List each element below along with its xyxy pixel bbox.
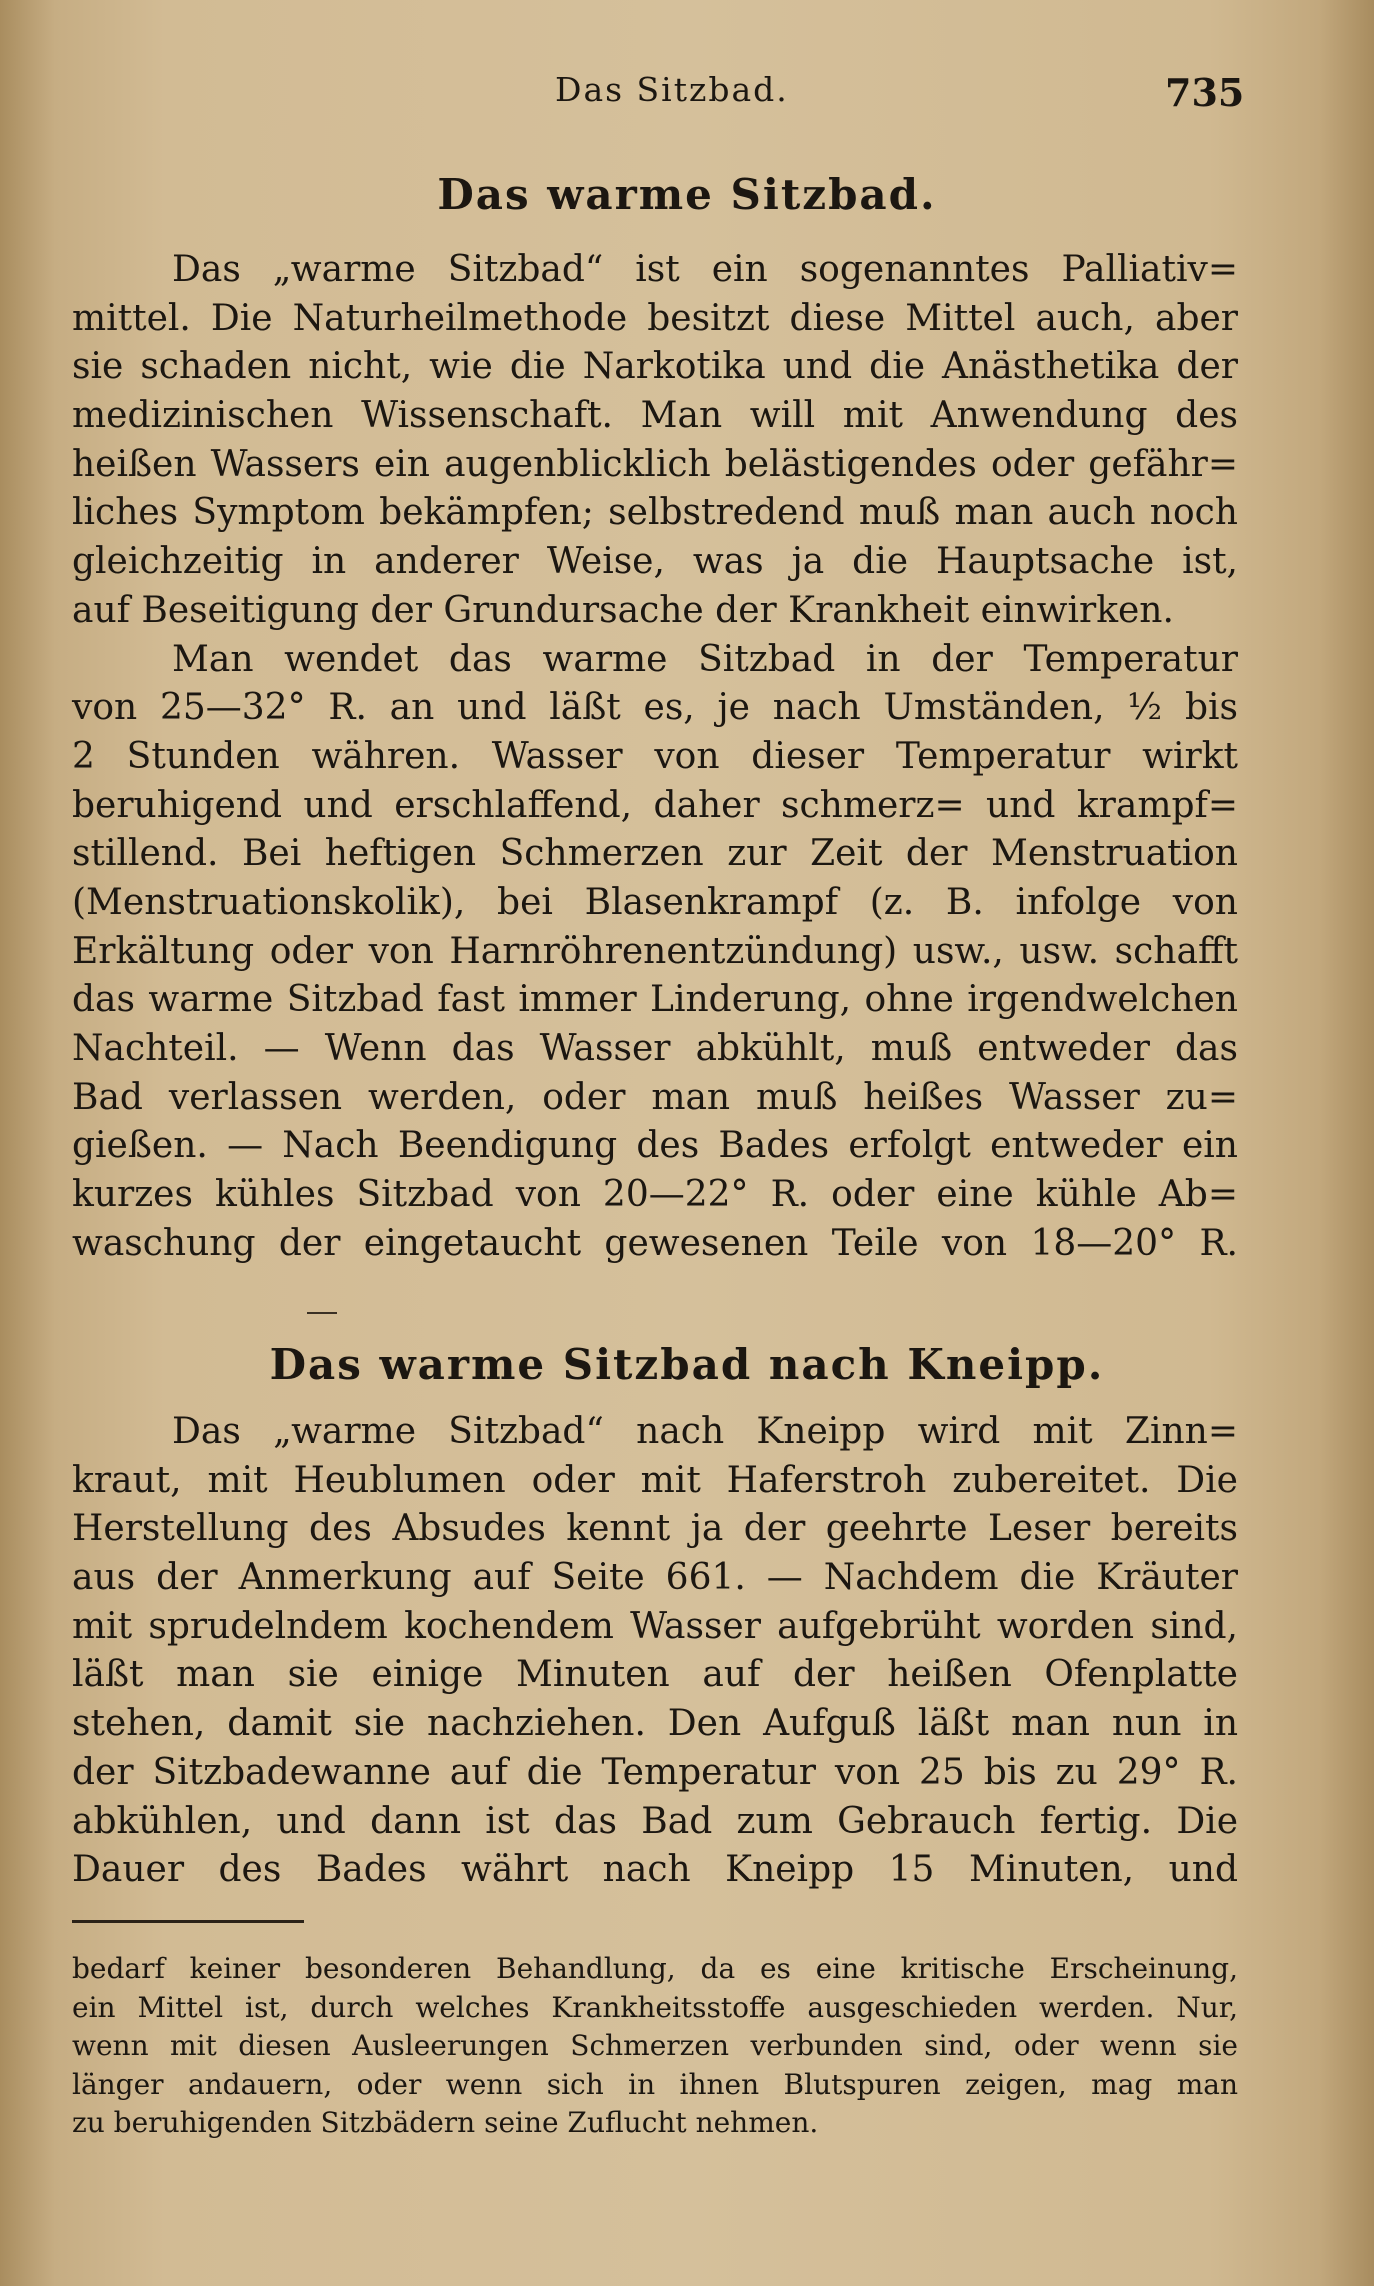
text-line: von 25—32° R. an und läßt es, je nach Umständen, ½ bis <box>72 687 1238 729</box>
text-line: waschung der eingetaucht gewesenen Teile von 18—20° R. <box>72 1222 1238 1264</box>
text-line: gießen. — Nach Beendigung des Bades erfolgt entweder ein <box>72 1125 1238 1167</box>
text-line: das warme Sitzbad fast immer Linderung, ohne irgendwelchen <box>72 979 1238 1021</box>
text-line: heißen Wassers ein augenblicklich belästigendes oder gefähr= <box>72 443 1238 485</box>
text-line: läßt man sie einige Minuten auf der heißen Ofenplatte <box>72 1654 1238 1696</box>
text-line: sie schaden nicht, wie die Narkotika und die Anästhetika der <box>72 346 1238 388</box>
text-line: 2 Stunden währen. Wasser von dieser Temperatur wirkt <box>72 735 1238 777</box>
text-line: liches Symptom bekämpfen; selbstredend muß man auch noch <box>72 492 1238 534</box>
text-line: Das „warme Sitzbad“ nach Kneipp wird mit Zinn= <box>172 1411 1238 1452</box>
text-line: mit sprudelndem kochendem Wasser aufgebrüht worden sind, <box>72 1605 1238 1647</box>
text-line: stillend. Bei heftigen Schmerzen zur Zeit der Menstruation <box>72 833 1238 875</box>
section-heading-warm-sitz-bath: Das warme Sitzbad. <box>437 170 937 219</box>
text-line: Herstellung des Absudes kennt ja der geehrte Leser bereits <box>72 1508 1238 1550</box>
text-line: auf Beseitigung der Grundursache der Krankheit einwirken. <box>72 589 1174 631</box>
footnote-line: bedarf keiner besonderen Behandlung, da es eine kritische Erscheinung, <box>72 1952 1238 1985</box>
text-line: stehen, damit sie nachziehen. Den Aufguß läßt man nun in <box>72 1703 1238 1745</box>
footnote-line: zu beruhigenden Sitzbädern seine Zuflucht nehmen. <box>72 2106 819 2139</box>
footnote-rule <box>72 1920 304 1923</box>
footnote <box>72 1950 1238 2143</box>
running-header <box>0 70 1374 120</box>
text-line: abkühlen, und dann ist das Bad zum Gebrauch fertig. Die <box>72 1800 1238 1842</box>
text-line: Erkältung oder von Harnröhrenentzündung) usw., usw. schafft <box>72 930 1238 972</box>
text-line: gleichzeitig in anderer Weise, was ja die Hauptsache ist, <box>72 541 1238 583</box>
text-line: der Sitzbadewanne auf die Temperatur von 25 bis zu 29° R. <box>72 1751 1238 1793</box>
text-line: Nachteil. — Wenn das Wasser abkühlt, muß entweder das <box>72 1028 1238 1069</box>
footnote-line: wenn mit diesen Ausleerungen Schmerzen verbunden sind, oder wenn sie <box>72 2029 1238 2062</box>
section-body-warm-sitz-bath <box>72 246 1238 1268</box>
text-line: (Menstruationskolik), bei Blasenkrampf (z. B. infolge von <box>72 881 1238 923</box>
page-number: 735 <box>1165 70 1245 115</box>
text-line: kraut, mit Heublumen oder mit Haferstroh zubereitet. Die <box>72 1459 1238 1501</box>
section-divider-mark <box>307 1312 337 1314</box>
text-line: beruhigend und erschlaffend, daher schmerz= und krampf= <box>72 784 1238 826</box>
section-body-kneipp-sitz-bath <box>72 1408 1238 1895</box>
text-line: Bad verlassen werden, oder man muß heißes Wasser zu= <box>72 1076 1238 1118</box>
text-line: Das „warme Sitzbad“ ist ein sogenanntes Palliativ= <box>172 249 1238 290</box>
footnote-line: ein Mittel ist, durch welches Krankheitsstoffe ausgeschieden werden. Nur, <box>72 1990 1238 2024</box>
text-line: kurzes kühles Sitzbad von 20—22° R. oder eine kühle Ab= <box>72 1174 1238 1216</box>
running-title: Das Sitzbad. <box>555 70 789 109</box>
text-line: medizinischen Wissenschaft. Man will mit Anwendung des <box>72 395 1238 437</box>
text-line: aus der Anmerkung auf Seite 661. — Nachdem die Kräuter <box>72 1557 1238 1599</box>
footnote-line: länger andauern, oder wenn sich in ihnen Blutspuren zeigen, mag man <box>72 2067 1238 2101</box>
text-line: mittel. Die Naturheilmethode besitzt diese Mittel auch, aber <box>72 297 1238 339</box>
text-line: Dauer des Bades währt nach Kneipp 15 Minuten, und <box>72 1849 1238 1891</box>
text-line: Man wendet das warme Sitzbad in der Temperatur <box>172 638 1238 680</box>
section-heading-kneipp-sitz-bath: Das warme Sitzbad nach Kneipp. <box>269 1340 1105 1389</box>
